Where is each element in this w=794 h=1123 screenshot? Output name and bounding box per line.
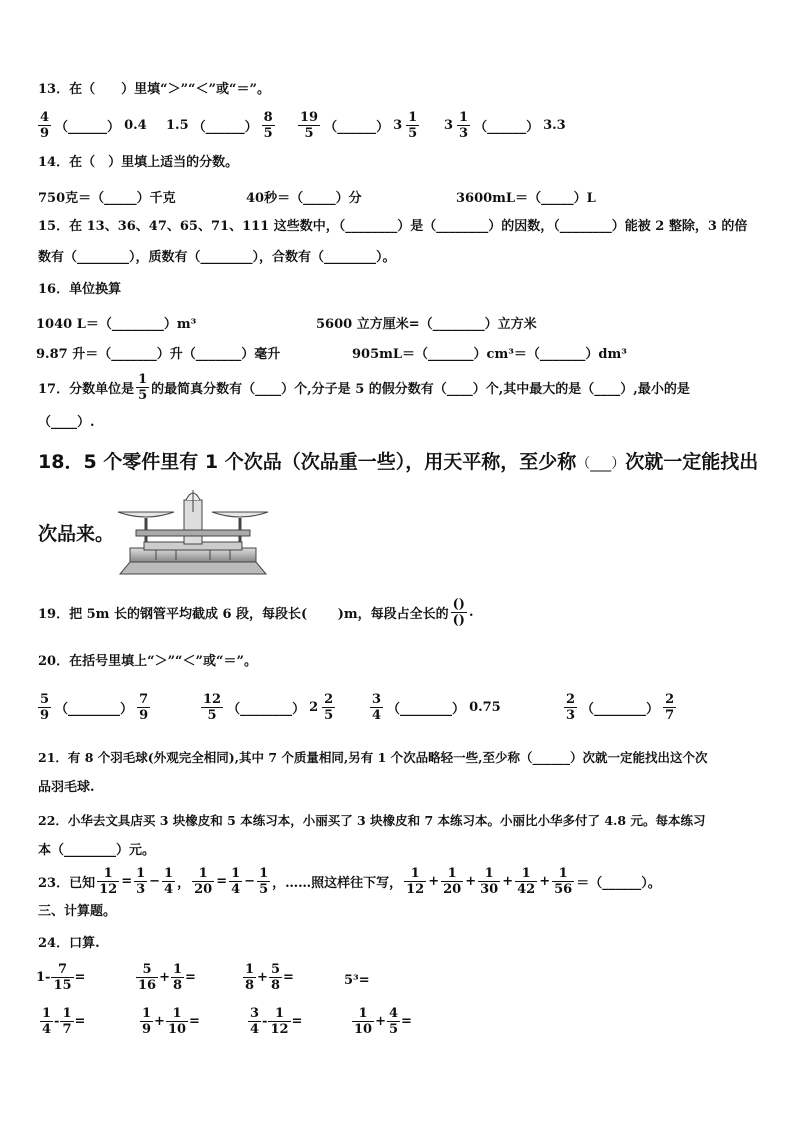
fraction-part: 7 (62, 1022, 72, 1037)
math-text: 次就一定能找出 (625, 451, 759, 473)
fraction-part: 1 (259, 866, 269, 881)
q23-pre: 23．已知 (38, 876, 96, 891)
q16-c: 9.87 升＝（_______）升（_______）毫升 (36, 347, 281, 362)
op: + (465, 874, 477, 889)
fraction (162, 866, 175, 897)
calc-2 (136, 962, 196, 993)
op: + (502, 874, 514, 889)
math-text: + (159, 970, 170, 985)
math-text: = (74, 1014, 86, 1029)
op: − (149, 874, 161, 889)
whole: 3 (444, 118, 454, 133)
op: = (216, 874, 228, 889)
fraction-part: 3 (136, 882, 146, 897)
fraction-part: 1 (164, 866, 174, 881)
math-text: = (283, 970, 294, 985)
calc-8 (352, 1006, 412, 1037)
op: + (428, 874, 440, 889)
fraction-part: 5 (138, 388, 148, 403)
fraction (478, 866, 500, 897)
q13-title: 13．在（ ）里填“＞”“＜”或“＝”。 (38, 82, 270, 97)
q20-item-3 (370, 692, 501, 723)
math-text: 1- (36, 970, 51, 985)
fraction-part: 1 (441, 866, 463, 882)
q14-item-1: 750克＝（_____）千克 (38, 191, 176, 206)
fraction-part: 42 (517, 882, 536, 897)
fraction-part: 9 (40, 708, 50, 723)
fraction (243, 962, 256, 993)
value: 3.3 (543, 118, 566, 133)
fraction-part: 19 (300, 110, 319, 125)
fraction-part: 1 (408, 110, 418, 125)
q23 (38, 866, 661, 897)
fraction-part: 1 (404, 866, 426, 882)
fraction-part: 1 (166, 1006, 188, 1022)
fraction-part: 1 (459, 110, 469, 125)
q13-item-3 (298, 110, 419, 141)
fraction-part: 3 (566, 708, 576, 723)
fraction (441, 866, 463, 897)
fraction (457, 110, 470, 141)
q19-text: 19．把 5m 长的钢管平均截成 6 段，每段长( )m，每段占全长的 (38, 607, 449, 622)
fraction (60, 1006, 73, 1037)
fraction-part: 7 (139, 692, 149, 707)
fraction-part: 4 (231, 882, 241, 897)
blank[interactable]: （______） (474, 120, 540, 135)
q19 (38, 597, 473, 628)
fraction (229, 866, 242, 897)
calc-1 (36, 962, 85, 993)
fraction-part: 9 (139, 708, 149, 723)
q14-title: 14．在（ ）里填上适当的分数。 (38, 155, 239, 170)
fraction-part: 1 (97, 866, 119, 882)
q16-title: 16．单位换算 (38, 282, 122, 297)
fraction (552, 866, 574, 897)
op: ， (177, 876, 191, 891)
q16-b: 5600 立方厘米=（________）立方米 (316, 317, 537, 332)
fraction-part: 9 (40, 126, 50, 141)
q17-line1 (38, 372, 690, 403)
calc-5 (40, 1006, 85, 1037)
fraction (370, 692, 383, 723)
q13-item-1 (38, 110, 147, 141)
q15-line2: 数有（________），质数有（________），合数有（________）。 (38, 250, 396, 265)
q17-post: 的最简真分数有（____）个,分子是 5 的假分数有（____）个,其中最大的是（____）,最小的是 (151, 382, 690, 397)
q16-d: 905mL＝（_______）cm³＝（_______）dm³ (352, 347, 627, 362)
calc-6 (140, 1006, 200, 1037)
calc-3 (243, 962, 294, 993)
calc-4: 5³= (344, 973, 370, 988)
q14-item-3: 3600mL＝（_____）L (456, 191, 596, 206)
fraction-part: 4 (389, 1006, 399, 1021)
fraction-part: 7 (51, 962, 73, 978)
blank[interactable]: （______） (324, 120, 390, 135)
fraction-part: 1 (192, 866, 214, 882)
fraction-part: 56 (554, 882, 573, 897)
fraction (134, 866, 147, 897)
fraction (269, 962, 282, 993)
fraction-part: 5 (324, 708, 334, 723)
math-text: 5 个零件里有 1 个次品（次品重一些），用天平称，至少称 (83, 451, 577, 473)
q22-line1: 22．小华去文具店买 3 块橡皮和 5 本练习本，小丽买了 3 块橡皮和 7 本练习本。小丽比小华多付了 4.8 元。每本练习 (38, 813, 706, 828)
q15-line1: 15．在 13、36、47、65、71、111 这些数中，（________）是（________）的因数，（________）能被 2 整除，3 的倍 (38, 219, 748, 234)
fraction (248, 1006, 261, 1037)
fraction (515, 866, 537, 897)
fraction-part: 5 (408, 126, 418, 141)
fraction (663, 692, 676, 723)
fraction-part: 1 (245, 962, 255, 977)
op: + (539, 874, 551, 889)
fraction (268, 1006, 290, 1037)
value: 1.5 (166, 118, 189, 133)
fraction-part: 12 (270, 1022, 289, 1037)
fraction-part: 2 (665, 692, 675, 707)
math-text: - (54, 1014, 60, 1029)
fraction-part: 5 (136, 962, 158, 978)
fraction-part: 8 (270, 978, 280, 993)
fraction (40, 1006, 53, 1037)
fraction (201, 692, 223, 723)
fraction-part: 8 (173, 978, 183, 993)
math-text: + (375, 1014, 386, 1029)
math-text: = (185, 970, 196, 985)
fraction-part: 10 (354, 1022, 373, 1037)
fraction (262, 110, 275, 141)
q22-line2: 本（________）元。 (38, 843, 156, 858)
fraction-part: 9 (142, 1022, 152, 1037)
fraction-part: 10 (167, 1022, 187, 1037)
fraction (387, 1006, 400, 1037)
blank[interactable]: （________） (387, 702, 466, 717)
q21-line2: 品羽毛球. (38, 780, 95, 795)
math-text: = (189, 1014, 200, 1029)
fraction-part: 1 (478, 866, 500, 882)
fraction-part: 1 (62, 1006, 72, 1021)
fraction-part: 1 (268, 1006, 290, 1022)
fraction-part: 2 (324, 692, 334, 707)
fraction-part: 1 (136, 866, 146, 881)
fraction (322, 692, 335, 723)
calc-7 (248, 1006, 302, 1037)
fraction-part: 4 (372, 708, 382, 723)
fraction-part: 5 (40, 692, 50, 707)
fraction-part: () (452, 613, 465, 628)
q17-line2: （____）. (38, 415, 95, 430)
fraction-part: 5 (263, 126, 273, 141)
math-text: + (257, 970, 268, 985)
q24-title: 24．口算. (38, 936, 100, 951)
blank[interactable]: （______） (55, 120, 121, 135)
math-text: 18． (38, 451, 84, 473)
math-text: = (74, 970, 86, 985)
op: − (244, 874, 256, 889)
fraction-part: 30 (480, 882, 499, 897)
value: 0.4 (124, 118, 147, 133)
math-text: - (262, 1014, 268, 1029)
q23-mid: ，……照这样往下写， (272, 876, 403, 891)
fraction-part: 3 (250, 1006, 260, 1021)
fraction-part: 1 (138, 372, 148, 387)
fraction-part: 4 (42, 1022, 52, 1037)
fraction-part: 15 (53, 978, 72, 993)
q21-line1: 21．有 8 个羽毛球(外观完全相同),其中 7 个质量相同,另有 1 个次品略轻一些,至少称（______）次就一定能找出这个次 (38, 750, 708, 765)
fraction-part: () (452, 597, 465, 612)
fraction (97, 866, 119, 897)
q20-item-2 (201, 692, 335, 723)
fraction-part: 5 (270, 962, 280, 977)
fraction-part: 1 (515, 866, 537, 882)
fraction-part: 3 (372, 692, 382, 707)
fraction-part: 12 (99, 882, 118, 897)
fraction-part: 12 (406, 882, 425, 897)
fraction-part: 20 (194, 882, 213, 897)
value: 0.75 (469, 700, 501, 715)
fraction-part: 16 (138, 978, 157, 993)
fraction (136, 372, 149, 403)
fraction-part: 1 (231, 866, 241, 881)
fraction-part: 20 (443, 882, 462, 897)
fraction-part: 5 (304, 126, 314, 141)
fraction-part: 1 (173, 962, 183, 977)
fraction (352, 1006, 374, 1037)
blank[interactable]: （________） (55, 702, 134, 717)
fraction (136, 962, 158, 993)
fraction (451, 597, 467, 628)
q13-item-4 (444, 110, 566, 141)
blank[interactable]: （___） (576, 456, 626, 472)
math-text: + (154, 1014, 165, 1029)
blank[interactable]: （________） (227, 702, 306, 717)
math-text: = (291, 1014, 303, 1029)
fraction-part: 1 (142, 1006, 152, 1021)
q19-end: . (468, 605, 474, 620)
fraction-part: 3 (459, 126, 469, 141)
blank[interactable]: （______） (192, 120, 258, 135)
q18-line1 (38, 449, 758, 477)
whole: 3 (393, 118, 403, 133)
fraction (51, 962, 73, 993)
fraction-part: 8 (245, 978, 255, 993)
math-text: = (401, 1014, 412, 1029)
fraction-part: 5 (259, 882, 269, 897)
fraction (137, 692, 150, 723)
fraction-part: 1 (352, 1006, 374, 1022)
fraction-part: 1 (552, 866, 574, 882)
fraction-part: 2 (566, 692, 576, 707)
section-heading: 三、计算题。 (38, 904, 117, 919)
fraction-part: 8 (263, 110, 273, 125)
fraction-part: 12 (203, 692, 222, 707)
whole: 2 (309, 700, 319, 715)
q20-title: 20．在括号里填上“＞”“＜”或“＝”。 (38, 654, 257, 669)
blank[interactable]: （________） (581, 702, 660, 717)
fraction (404, 866, 426, 897)
fraction (38, 110, 51, 141)
q16-a: 1040 L＝（________）m³ (36, 317, 197, 332)
fraction-part: 1 (42, 1006, 52, 1021)
fraction (38, 692, 51, 723)
fraction (140, 1006, 153, 1037)
fraction-part: 4 (164, 882, 174, 897)
q18-line2: 次品来。 (38, 523, 115, 545)
q20-item-4 (564, 692, 676, 723)
op: = (121, 874, 133, 889)
fraction-part: 7 (665, 708, 675, 723)
fraction-part: 5 (207, 708, 217, 723)
fraction (564, 692, 577, 723)
fraction (192, 866, 214, 897)
fraction (166, 1006, 188, 1037)
q23-end: ＝（______）。 (576, 876, 661, 891)
q17-pre: 17．分数单位是 (38, 382, 135, 397)
q13-item-2 (166, 110, 275, 141)
fraction (257, 866, 270, 897)
q20-item-1 (38, 692, 150, 723)
fraction-part: 4 (40, 110, 50, 125)
fraction (171, 962, 184, 993)
q14-item-2: 40秒＝（_____）分 (246, 191, 362, 206)
fraction-part: 5 (389, 1022, 399, 1037)
fraction-part: 4 (250, 1022, 260, 1037)
balance-scale-image (116, 486, 270, 576)
fraction (406, 110, 419, 141)
fraction (298, 110, 320, 141)
